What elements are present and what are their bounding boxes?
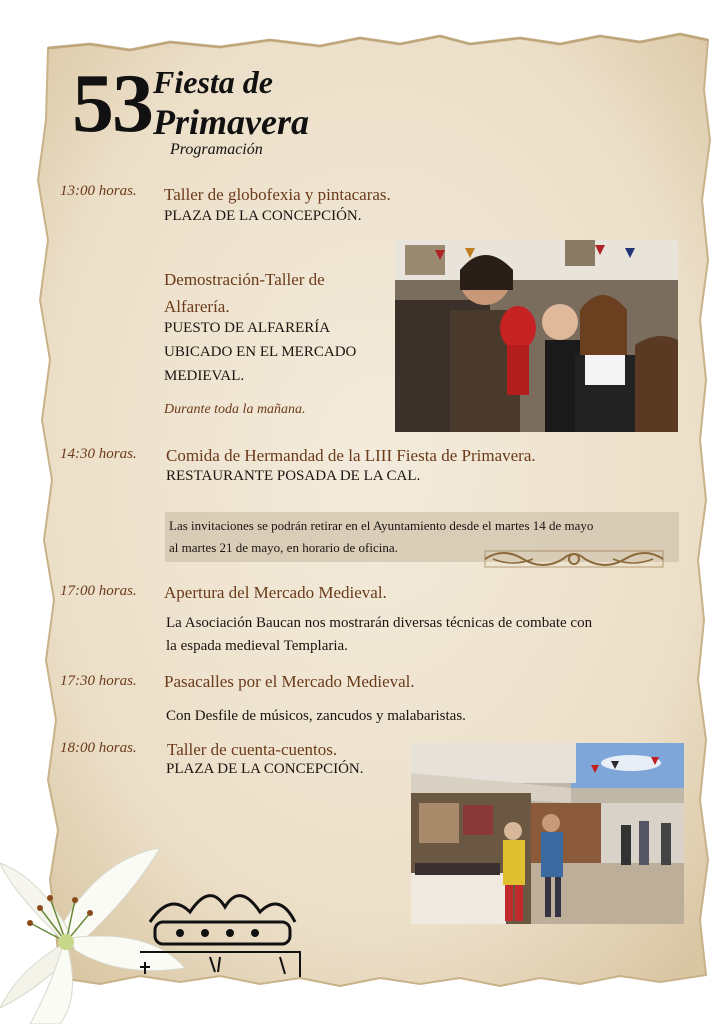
market-stall-photo: [411, 743, 684, 924]
event-title: Comida de Hermandad de la LIII Fiesta de Primavera.: [166, 446, 536, 465]
event-location: PLAZA DE LA CONCEPCIÓN.: [166, 761, 364, 777]
notice-line: Las invitaciones se podrán retirar en el Ayuntamiento desde el martes 14 de mayo: [169, 518, 594, 533]
event-text: Con Desfile de músicos, zancudos y malabaristas.: [166, 708, 466, 724]
puppet-show-photo: [395, 240, 678, 432]
crown-ornament-icon: [140, 882, 305, 977]
edition-number: 53: [72, 57, 152, 150]
event-location: RESTAURANTE POSADA DE LA CAL.: [166, 468, 421, 484]
event-time: 18:00 horas.: [60, 740, 137, 756]
event-title: Taller de cuenta-cuentos.: [167, 740, 338, 759]
ornament-icon: [483, 545, 665, 573]
notice-line: al martes 21 de mayo, en horario de oficina.: [169, 540, 398, 555]
event-time: 14:30 horas.: [60, 446, 137, 462]
festival-title-line1: Fiesta de: [153, 64, 273, 100]
event-text-line: la espada medieval Templaria.: [166, 638, 348, 654]
programme-subtitle: Programación: [170, 141, 263, 158]
event-time: 17:30 horas.: [60, 673, 137, 689]
event-location: PLAZA DE LA CONCEPCIÓN.: [164, 208, 362, 224]
event-title: Apertura del Mercado Medieval.: [164, 583, 387, 602]
event-location-line: MEDIEVAL.: [164, 368, 245, 384]
festival-title-line2: Primavera: [153, 102, 309, 142]
event-location-line: PUESTO DE ALFARERÍA: [164, 320, 331, 336]
event-title: Taller de globofexia y pintacaras.: [164, 185, 391, 204]
event-time: 17:00 horas.: [60, 583, 137, 599]
event-time: 13:00 horas.: [60, 183, 137, 199]
event-note: Durante toda la mañana.: [164, 402, 306, 417]
event-title-line2: Alfarería.: [164, 297, 230, 316]
event-title: Pasacalles por el Mercado Medieval.: [164, 672, 415, 691]
event-title-line1: Demostración-Taller de: [164, 270, 325, 289]
event-text-line: La Asociación Baucan nos mostrarán diversas técnicas de combate con: [166, 615, 593, 631]
event-location-line: UBICADO EN EL MERCADO: [164, 344, 357, 360]
